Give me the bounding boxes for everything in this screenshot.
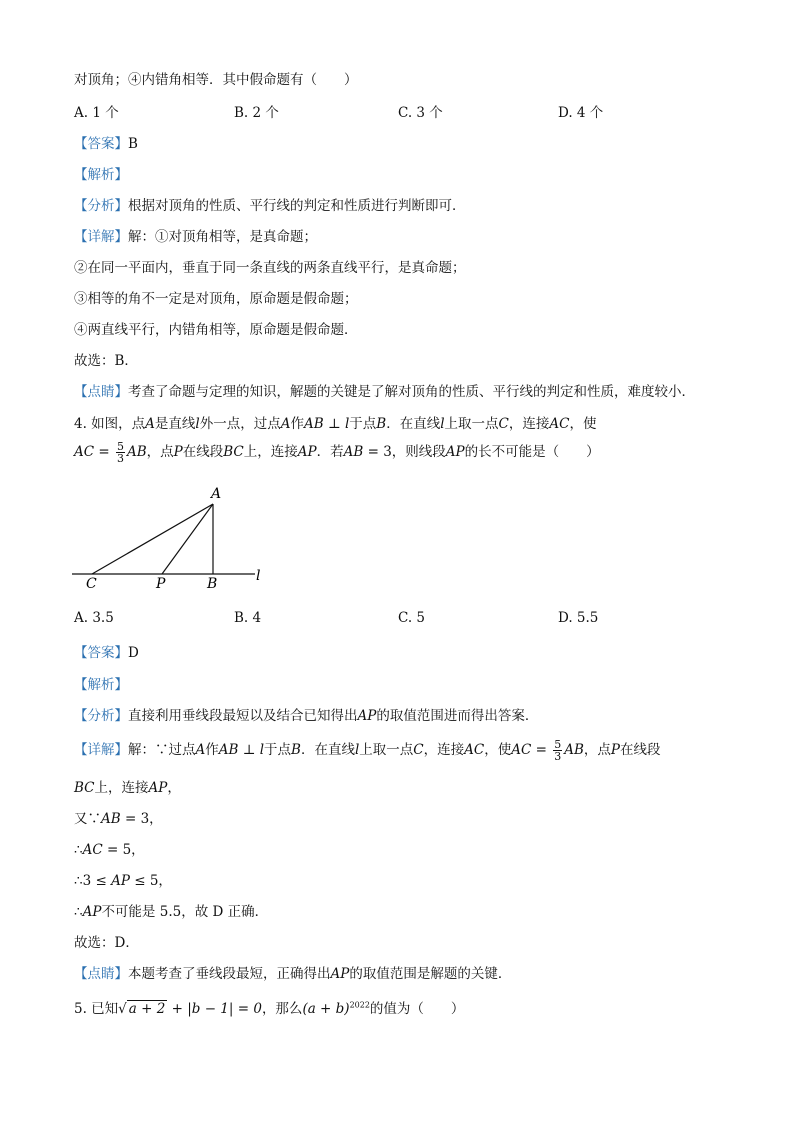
q4-stem-line2: AC = $\frac{5}{3}$ AB，点P在线段BC上，连接AP．若AB = 3，则线段AP的长不可能是（ ） (74, 440, 600, 465)
q4-option-d: D. 5.5 (558, 610, 599, 626)
q3-option-b: B. 2 个 (234, 105, 279, 121)
label-a: A (211, 486, 222, 502)
q3-analysis-tag: 【解析】 (74, 167, 128, 183)
fraction-5-3: $\frac{5}{3}$ (117, 440, 124, 465)
geometry-diagram (70, 484, 270, 594)
q3-option-a: A. 1 个 (74, 105, 119, 121)
q3-line1: 对顶角；④内错角相等．其中假命题有（ ） (74, 72, 358, 88)
q4-option-b: B. 4 (234, 610, 262, 626)
segment-ca (92, 504, 213, 574)
q3-xiangjie: 【详解】解：①对顶角相等，是真命题； (74, 229, 317, 245)
q3-step3: ③相等的角不一定是对顶角，原命题是假命题； (74, 291, 358, 307)
q4-fenxi: 【分析】直接利用垂线段最短以及结合已知得出AP的取值范围进而得出答案． (74, 708, 539, 724)
q3-option-d: D. 4 个 (558, 105, 604, 121)
sqrt-expression: a + 2 (128, 1001, 166, 1017)
q4-xiangjie-line1: 【详解】解：∵过点A作AB ⊥ l于点B．在直线l上取一点C，连接AC，使AC = $\frac{5}{3}$ AB，点P在线段 (74, 738, 661, 763)
q4-xiangjie-line2: BC上，连接AP， (74, 780, 181, 796)
q4-step-ab: 又∵AB = 3， (74, 811, 163, 827)
fraction-5-3-detail: $\frac{5}{3}$ (554, 738, 562, 763)
label-p: P (156, 576, 166, 592)
q5-stem: 5. 已知√ a + 2 + |b − 1| = 0，那么$(a + b)^{2022}$的值为（ ） (74, 1000, 465, 1017)
q3-step2: ②在同一平面内，垂直于同一条直线的两条直线平行，是真命题； (74, 260, 466, 276)
q4-step-range: ∴3 ≤ AP ≤ 5， (74, 873, 172, 889)
q4-option-a: A. 3.5 (74, 610, 114, 626)
q4-choose: 故选：D． (74, 935, 139, 951)
q3-answer: 【答案】B (74, 136, 138, 152)
q4-figure (70, 484, 270, 598)
q4-analysis-tag: 【解析】 (74, 677, 128, 693)
q4-option-c: C. 5 (398, 610, 426, 626)
q4-step-ac: ∴AC = 5， (74, 842, 145, 858)
q3-fenxi: 【分析】根据对顶角的性质、平行线的判定和性质进行判断即可． (74, 198, 466, 214)
segment-pa (162, 504, 213, 574)
q4-dianjing: 【点睛】本题考查了垂线段最短，正确得出AP的取值范围是解题的关键． (74, 966, 512, 982)
q3-step4: ④两直线平行，内错角相等，原命题是假命题． (74, 322, 358, 338)
label-l: l (256, 568, 261, 584)
q4-stem-line1: 4. 如图，点A是直线l外一点，过点A作AB ⊥ l于点B．在直线l上取一点C，连接AC，使 (74, 416, 597, 432)
q4-step-conclude: ∴AP不可能是 5.5，故 D 正确． (74, 904, 269, 920)
label-b: B (207, 576, 218, 592)
q3-dianjing: 【点睛】考查了命题与定理的知识，解题的关键是了解对顶角的性质、平行线的判定和性质，难度较小． (74, 384, 695, 400)
label-c: C (86, 576, 97, 592)
q3-option-c: C. 3 个 (398, 105, 443, 121)
q3-choose: 故选：B． (74, 353, 138, 369)
q4-answer: 【答案】D (74, 645, 139, 661)
